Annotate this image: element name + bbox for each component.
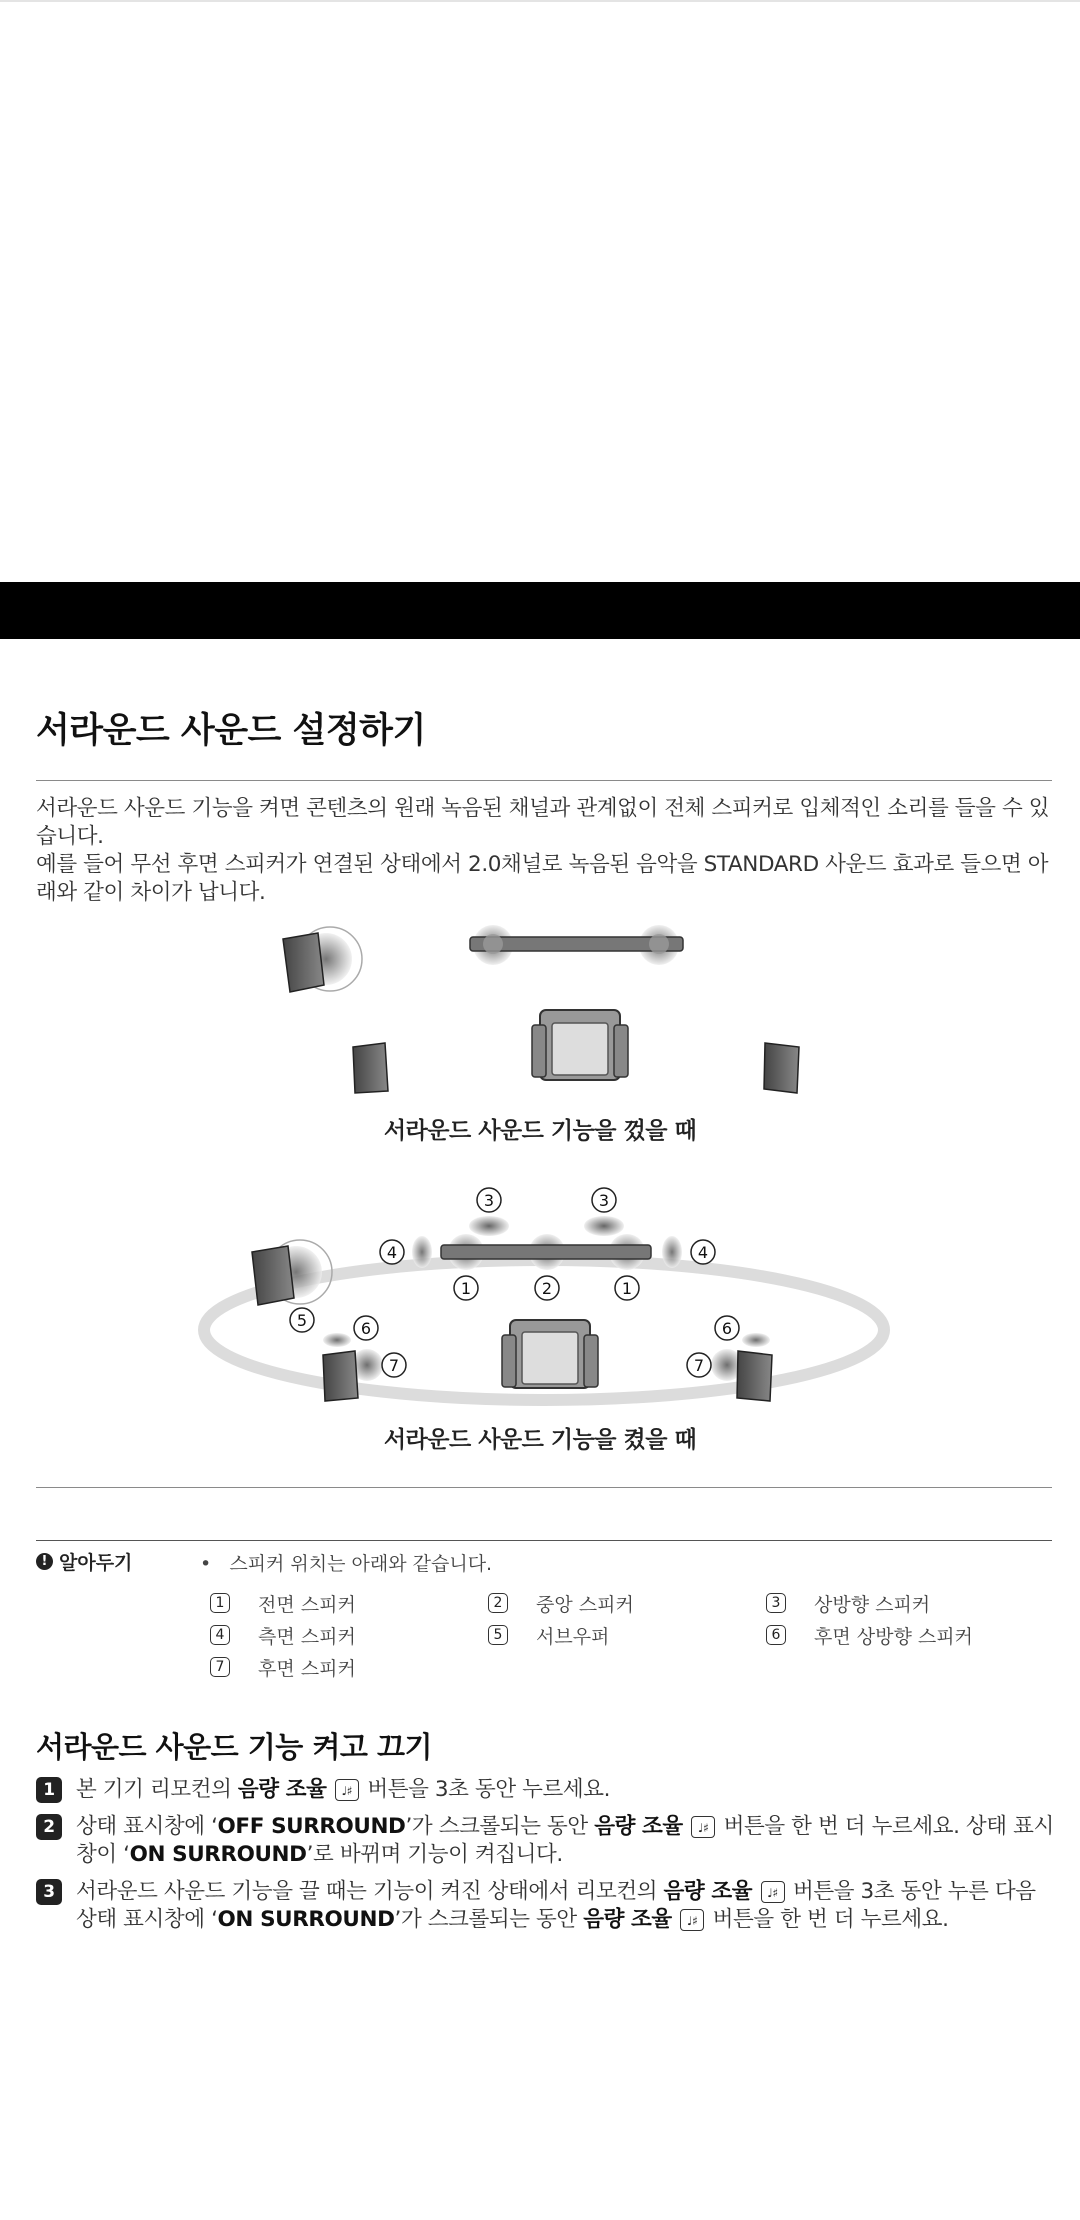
svg-text:1: 1 xyxy=(460,1279,472,1298)
svg-text:4: 4 xyxy=(386,1243,398,1262)
diagram-surround-on xyxy=(0,1180,1080,1410)
legend-label: 서브우퍼 xyxy=(536,1625,610,1648)
svg-text:1: 1 xyxy=(621,1279,633,1298)
intro-paragraph xyxy=(36,795,1056,907)
speaker-legend xyxy=(210,1590,1010,1680)
legend-item xyxy=(488,1622,766,1648)
legend-label: 측면 스피커 xyxy=(258,1625,356,1648)
step-text: 서라운드 사운드 기능을 끌 때는 기능이 켜진 상태에서 리모컨의 음량 조율 ♩♯ 버튼을 3초 동안 누른 다음 상태 표시창에 ‘ON SURROUND’가 스크롤되는 동안 음량 조율 ♩♯ 버튼을 한 번 더 누르세요. xyxy=(76,1879,1036,1932)
legend-number: 1 xyxy=(210,1593,230,1613)
svg-text:6: 6 xyxy=(721,1319,733,1338)
marker-4-right xyxy=(691,1240,715,1264)
intro-line-2: 예를 들어 무선 후면 스피커가 연결된 상태에서 2.0채널로 녹음된 음악을 STANDARD 사운드 효과로 들으면 아래와 같이 차이가 납니다. xyxy=(36,852,1049,905)
rear-speaker-left-off xyxy=(353,1043,388,1093)
marker-7-left xyxy=(382,1353,406,1377)
legend-label: 후면 스피커 xyxy=(258,1657,356,1680)
svg-text:7: 7 xyxy=(388,1356,400,1375)
section-divider xyxy=(36,1487,1052,1488)
note-bullet-text: 스피커 위치는 아래와 같습니다. xyxy=(229,1553,493,1575)
svg-text:2: 2 xyxy=(541,1279,553,1298)
caption-surround-on: 서라운드 사운드 기능을 켰을 때 xyxy=(383,1427,697,1453)
legend-number: 2 xyxy=(488,1593,508,1613)
sound-control-icon: ♩♯ xyxy=(691,1816,715,1838)
marker-4-left xyxy=(380,1240,404,1264)
legend-label: 후면 상방향 스피커 xyxy=(814,1625,973,1648)
sound-control-icon: ♩♯ xyxy=(680,1909,704,1931)
svg-text:3: 3 xyxy=(483,1191,495,1210)
step-3 xyxy=(36,1878,1056,1934)
legend-item xyxy=(210,1654,488,1680)
step-1 xyxy=(36,1776,1056,1804)
subwoofer-off xyxy=(283,927,362,992)
caption-surround-off: 서라운드 사운드 기능을 껐을 때 xyxy=(383,1118,697,1144)
legend-label: 중앙 스피커 xyxy=(536,1593,634,1616)
legend-number: 3 xyxy=(766,1593,786,1613)
legend-item xyxy=(488,1590,766,1616)
marker-6-left xyxy=(354,1316,378,1340)
intro-line-1: 서라운드 사운드 기능을 켜면 콘텐츠의 원래 녹음된 채널과 관계없이 전체 스피커로 입체적인 소리를 들을 수 있습니다. xyxy=(36,796,1050,849)
sound-control-icon: ♩♯ xyxy=(335,1779,359,1801)
legend-item xyxy=(766,1590,1016,1616)
legend-label: 전면 스피커 xyxy=(258,1593,356,1616)
header-bar xyxy=(0,582,1080,639)
marker-2 xyxy=(535,1276,559,1300)
legend-item xyxy=(210,1590,488,1616)
legend-number: 7 xyxy=(210,1657,230,1677)
soundbar-on xyxy=(412,1216,682,1270)
step-text: 본 기기 리모컨의 음량 조율 ♩♯ 버튼을 3초 동안 누르세요. xyxy=(76,1777,611,1802)
note-title: 알아두기 xyxy=(59,1552,133,1574)
legend-number: 5 xyxy=(488,1625,508,1645)
note-heading xyxy=(36,1548,132,1575)
marker-1-right xyxy=(615,1276,639,1300)
soundbar-off xyxy=(470,925,683,965)
step-number: 2 xyxy=(36,1814,62,1840)
subwoofer-on xyxy=(252,1240,332,1305)
diagram-surround-off xyxy=(0,915,1080,1095)
svg-text:6: 6 xyxy=(360,1319,372,1338)
marker-7-right xyxy=(687,1353,711,1377)
rear-speaker-right-off xyxy=(764,1043,799,1093)
note-divider xyxy=(36,1540,1052,1541)
svg-text:5: 5 xyxy=(296,1311,308,1330)
legend-label: 상방향 스피커 xyxy=(814,1593,931,1616)
legend-number: 4 xyxy=(210,1625,230,1645)
legend-number: 6 xyxy=(766,1625,786,1645)
step-text: 상태 표시창에 ‘OFF SURROUND’가 스크롤되는 동안 음량 조율 ♩♯ 버튼을 한 번 더 누르세요. 상태 표시창이 ‘ON SURROUND’로 바뀌며 기능이 켜집니다. xyxy=(76,1814,1054,1867)
marker-3-left xyxy=(477,1188,501,1212)
legend-item xyxy=(210,1622,488,1648)
listener-chair-off xyxy=(532,1010,628,1080)
marker-5 xyxy=(290,1308,314,1332)
step-number: 1 xyxy=(36,1777,62,1803)
legend-item xyxy=(766,1622,1016,1648)
svg-text:4: 4 xyxy=(697,1243,709,1262)
title-divider xyxy=(36,780,1052,781)
marker-6-right xyxy=(715,1316,739,1340)
svg-text:3: 3 xyxy=(598,1191,610,1210)
top-divider xyxy=(0,0,1080,2)
info-icon: ! xyxy=(36,1553,53,1570)
subsection-title: 서라운드 사운드 기능 켜고 끄기 xyxy=(36,1730,433,1764)
listener-chair-on xyxy=(502,1320,598,1388)
sound-control-icon: ♩♯ xyxy=(761,1881,785,1903)
step-2 xyxy=(36,1813,1056,1869)
bullet-dot: • xyxy=(200,1553,230,1575)
svg-text:7: 7 xyxy=(693,1356,705,1375)
section-title: 서라운드 사운드 설정하기 xyxy=(36,711,426,751)
step-number: 3 xyxy=(36,1879,62,1905)
note-bullet xyxy=(200,1549,492,1576)
marker-1-left xyxy=(454,1276,478,1300)
marker-3-right xyxy=(592,1188,616,1212)
